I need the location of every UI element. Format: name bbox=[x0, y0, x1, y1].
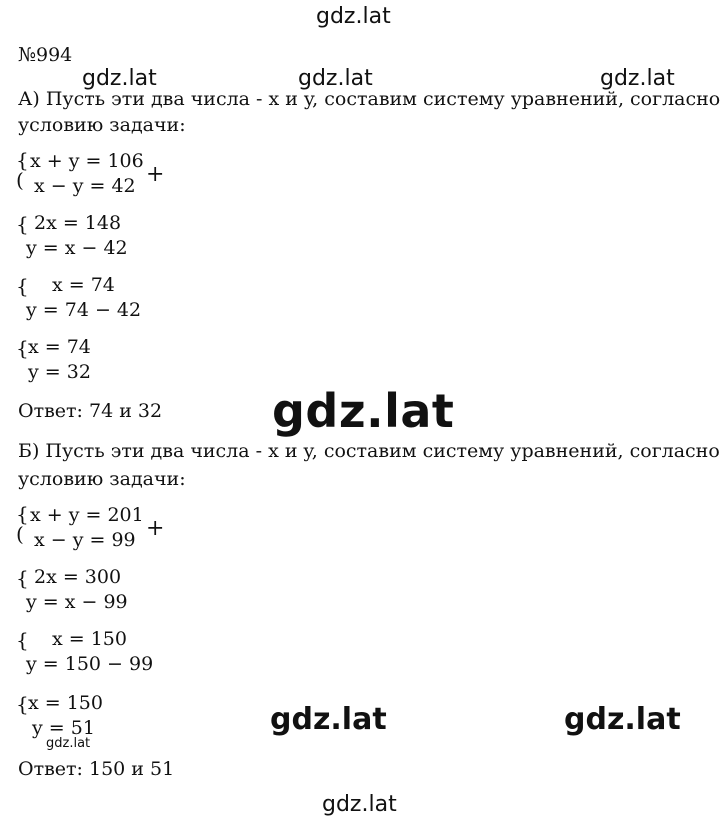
brace-icon: { bbox=[16, 336, 29, 360]
brace-icon: ( bbox=[16, 168, 24, 192]
watermark-bottom-mid-left: gdz.lat bbox=[270, 702, 387, 737]
partB-answer: Ответ: 150 и 51 bbox=[18, 758, 175, 780]
brace-icon: { bbox=[16, 628, 29, 652]
partB-intro-line1: Б) Пусть эти два числа - x и y, составим систему уравнений, согласно bbox=[18, 440, 720, 462]
brace-icon: { bbox=[16, 274, 29, 298]
watermark-top: gdz.lat bbox=[316, 4, 391, 29]
partA-intro-line1: А) Пусть эти два числа - x и y, составим систему уравнений, согласно bbox=[18, 88, 720, 110]
brace-icon: ( bbox=[16, 522, 24, 546]
equation: 2x = 300 bbox=[34, 566, 122, 588]
watermark-bottom-mid-right: gdz.lat bbox=[564, 702, 681, 737]
equation: y = x − 42 bbox=[26, 237, 128, 259]
watermark-bottom: gdz.lat bbox=[322, 792, 397, 817]
equation: x + y = 106 bbox=[30, 150, 144, 172]
equation: 2x = 148 bbox=[34, 212, 122, 234]
equation: y = 51 bbox=[32, 717, 95, 739]
brace-icon: { bbox=[16, 692, 29, 716]
equation: y = 74 − 42 bbox=[26, 299, 142, 321]
equation: x − y = 99 bbox=[34, 529, 136, 551]
brace-icon: { bbox=[16, 566, 29, 590]
brace-icon: { bbox=[16, 212, 29, 236]
equation: x = 150 bbox=[28, 692, 103, 714]
plus-sign: + bbox=[146, 516, 165, 541]
equation: x = 74 bbox=[52, 274, 115, 296]
watermark-center-big: gdz.lat bbox=[272, 384, 455, 438]
equation: y = 32 bbox=[28, 361, 91, 383]
watermark-row-mid: gdz.lat bbox=[298, 66, 373, 91]
brace-icon: { bbox=[16, 502, 29, 526]
equation: y = x − 99 bbox=[26, 591, 128, 613]
plus-sign: + bbox=[146, 162, 165, 187]
watermark-row-right: gdz.lat bbox=[600, 66, 675, 91]
equation: y = 150 − 99 bbox=[26, 653, 154, 675]
equation: x − y = 42 bbox=[34, 175, 136, 197]
brace-icon: { bbox=[16, 148, 29, 172]
partB-intro-line2: условию задачи: bbox=[18, 468, 186, 490]
equation: x + y = 201 bbox=[30, 504, 144, 526]
watermark-tiny: gdz.lat bbox=[46, 736, 91, 751]
equation: x = 74 bbox=[28, 336, 91, 358]
partA-intro-line2: условию задачи: bbox=[18, 114, 186, 136]
watermark-row-left: gdz.lat bbox=[82, 66, 157, 91]
equation: x = 150 bbox=[52, 628, 127, 650]
problem-number: №994 bbox=[18, 44, 73, 66]
partA-answer: Ответ: 74 и 32 bbox=[18, 400, 163, 422]
